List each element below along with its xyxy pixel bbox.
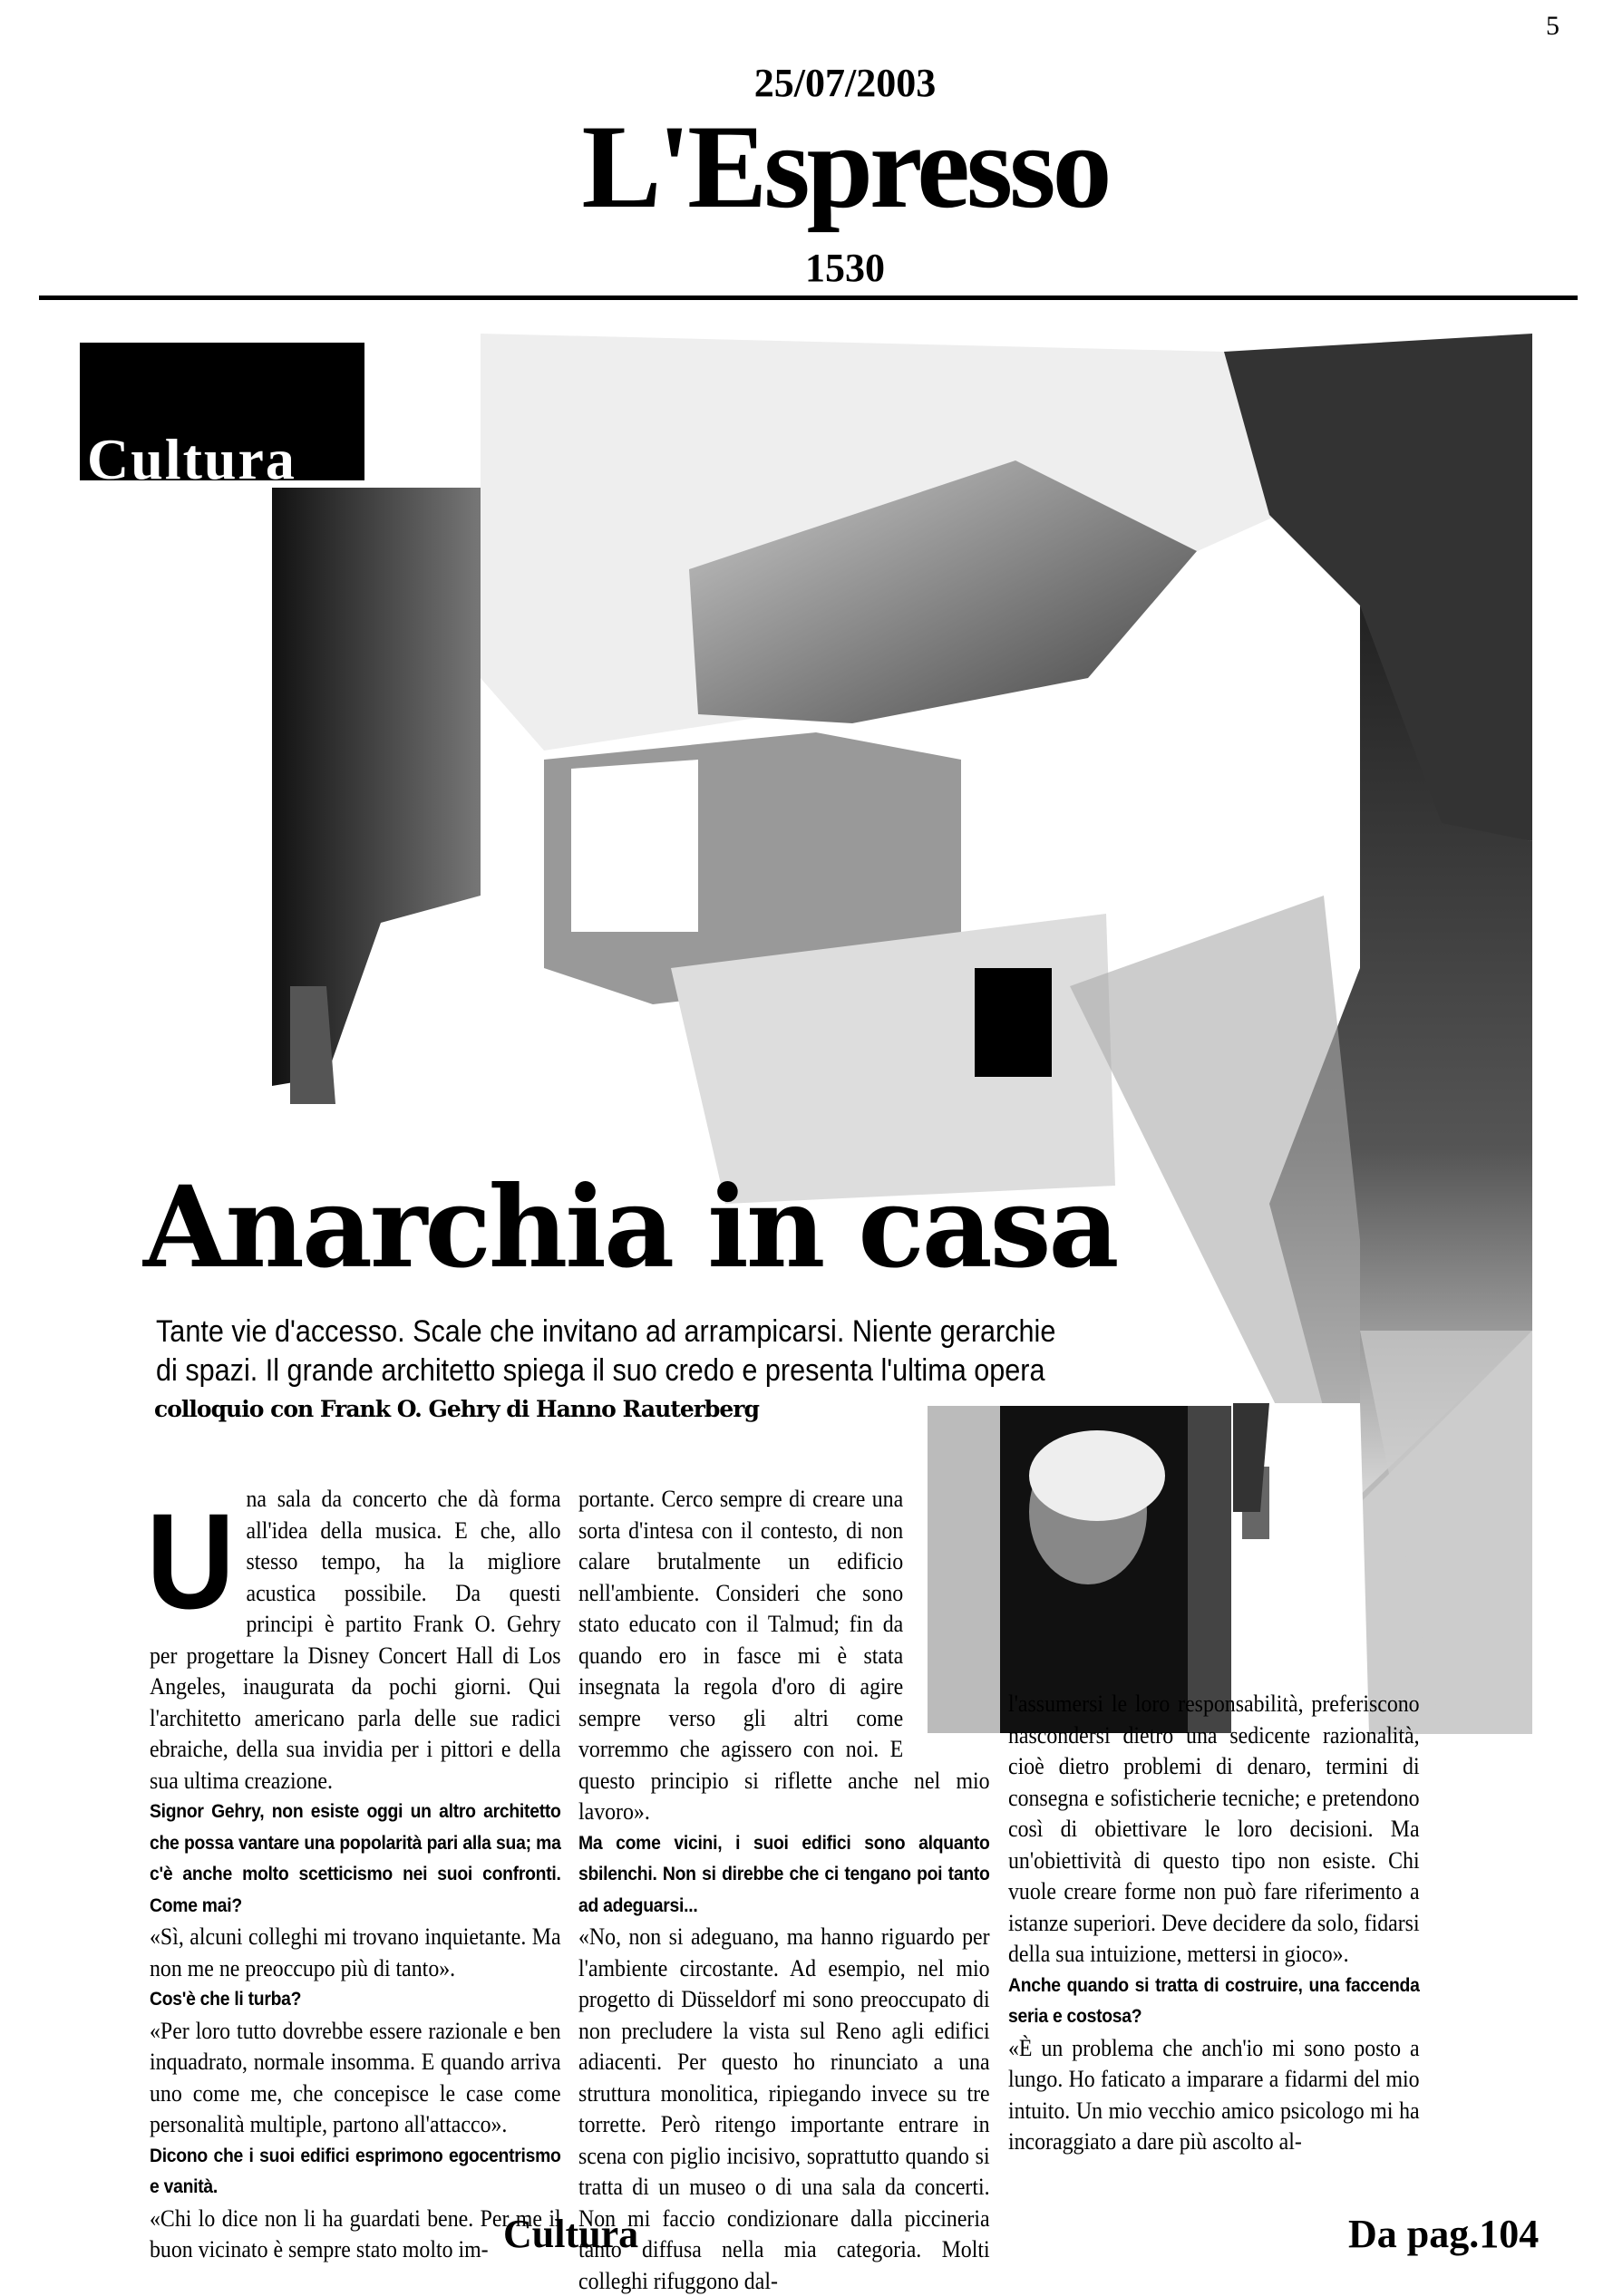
publication-logo: L'Espresso	[581, 100, 1109, 233]
article-subtitle	[156, 1313, 1135, 1390]
article-headline: Anarchia in casa	[143, 1162, 1117, 1293]
interview-question: Signor Gehry, non esiste oggi un altro architetto che possa vantare una popolarità pari alla sua; ma c'è anche molto scetticismo nei suoi confronti. Come mai?	[150, 1800, 561, 1916]
article-column-2	[578, 1483, 990, 2296]
interview-question: Dicono che i suoi edifici esprimono egocentrismo e vanità.	[150, 2144, 561, 2197]
subtitle-line: di spazi. Il grande architetto spiega il suo credo e presenta l'ultima opera	[156, 1353, 1045, 1388]
article-byline: colloquio con Frank O. Gehry di Hanno Rauterberg	[154, 1396, 759, 1422]
interview-question: Ma come vicini, i suoi edifici sono alquanto sbilenchi. Non si direbbe che ci tengano poi tanto ad adeguarsi...	[578, 1831, 990, 1916]
section-label-text: Cultura	[87, 427, 296, 480]
body-paragraph: «È un problema che anch'io mi sono posto a lungo. Ho faticato a imparare a fidarmi del mio intuito. Un mio vecchio amico psicologo mi ha incoraggiato a dare più ascolto al-	[1008, 2033, 1420, 2155]
publication-date: 25/07/2003	[753, 61, 937, 105]
body-paragraph: l'assumersi le loro responsabilità, preferiscono nascondersi dietro una sedicente razionalità, cioè dietro problemi di denaro, termini di consegna e sofisticherie tecniche; e pretendono così di obiettivare le loro decisioni. Ma un'obiettività di questo tipo non esiste. Chi vuole creare forme non può fare riferimento a istanze superiori. Deve decidere da solo, fidarsi della sua intuizione, mettersi in gioco».	[1008, 1690, 1420, 1967]
body-paragraph: portante. Cerco sempre di creare una sorta d'intesa con il contesto, di non calare brutalmente un edificio nell'ambiente. Consideri che sono stato educato con il Talmud; fin da quando ero in fasce mi è stata insegnata la regola d'oro di agire sempre verso gli altri come vorremmo che agissero con noi. E questo principio si riflette anche nel mio lavoro».	[578, 1485, 990, 1825]
drop-cap: U	[146, 1485, 235, 1637]
footer-section: Cultura	[503, 2212, 639, 2256]
body-paragraph: «Chi lo dice non li ha guardati bene. Per me il buon vicinato è sempre stato molto im-	[150, 2204, 561, 2262]
body-paragraph: «Sì, alcuni colleghi mi trovano inquietante. Ma non me ne preoccupo più di tanto».	[150, 1923, 561, 1981]
body-paragraph: «No, non si adeguano, ma hanno riguardo per l'ambiente circostante. Ad esempio, nel mio progetto di Düsseldorf mi sono preoccupato di non precludere la vista sul Reno agli edifici adiacenti. Per questo ho rinunciato a una struttura monolitica, ripiegando invece su tre torrette. Però ritengo importante entrare in scena con piglio incisivo, soprattutto quando si tratta di un museo o di una sala da concerti. Non mi faccio condizionare dalla piccineria tanto diffusa nella mia categoria. Molti colleghi rifuggono dal-	[578, 1923, 990, 2294]
interview-question: Anche quando si tratta di costruire, una faccenda seria e costosa?	[1008, 1973, 1420, 2027]
body-paragraph: na sala da concerto che dà forma all'idea della musica. E che, allo stesso tempo, ha la migliore acustica possibile. Da questi principi è partito Frank O. Gehry per progettare la Disney Concert Hall di Los Angeles, inaugurata da pochi giorni. Qui l'architetto americano parla delle sue radici ebraiche, della sua invidia per i pittori e della sua ultima creazione.	[150, 1485, 561, 1794]
page-number: 5	[1546, 11, 1559, 41]
article-column-3	[1008, 1688, 1420, 2157]
issue-number: 1530	[805, 246, 885, 290]
section-label	[80, 343, 364, 480]
footer-continued: Da pag.104	[1348, 2212, 1540, 2256]
subtitle-line: Tante vie d'accesso. Scale che invitano ad arrampicarsi. Niente gerarchie	[156, 1314, 1056, 1349]
interview-question: Cos'è che li turba?	[150, 1988, 302, 2010]
body-paragraph: «Per loro tutto dovrebbe essere razionale e ben inquadrato, normale insomma. E quando arriva uno come me, che concepisce le case come personalità multiple, partono all'attacco».	[150, 2016, 561, 2137]
portrait-wrap-space	[903, 1483, 989, 1737]
photo-window	[975, 968, 1052, 1077]
header-divider	[39, 295, 1578, 300]
article-column-1	[146, 1483, 561, 2265]
